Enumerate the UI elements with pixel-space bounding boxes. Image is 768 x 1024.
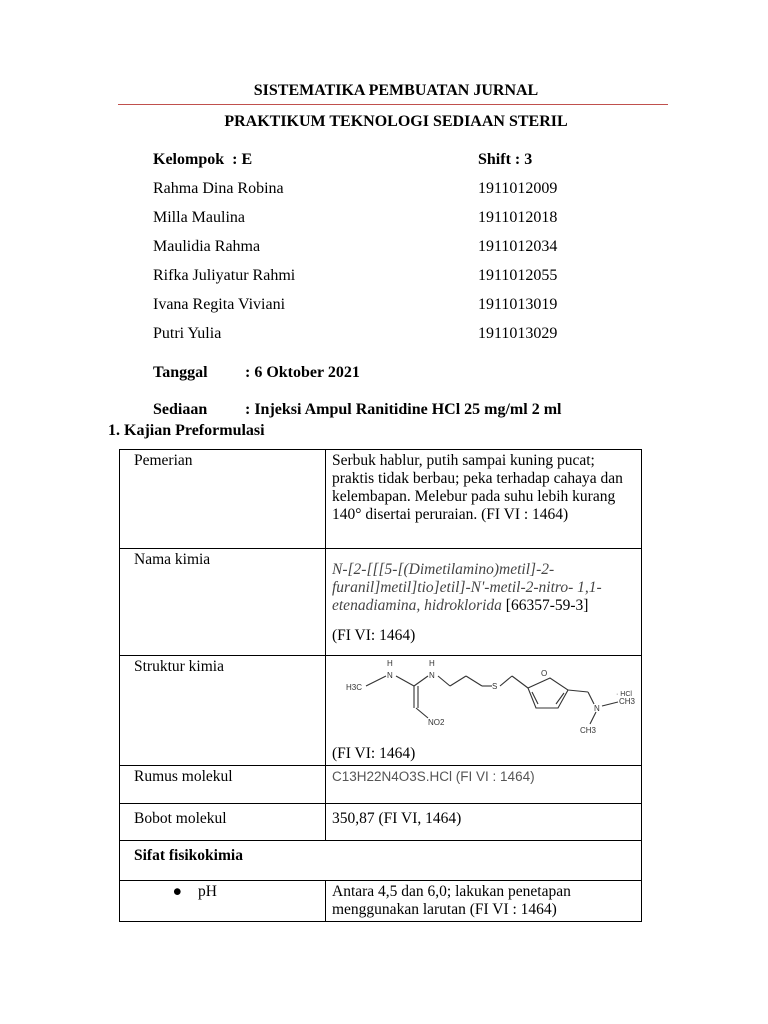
table-row <box>120 881 642 922</box>
member-id: 1911012055 <box>478 267 558 284</box>
cas-number: [66357-59-3] <box>505 597 589 614</box>
bullet-icon: ● <box>172 883 182 900</box>
document-subtitle: PRAKTIKUM TEKNOLOGI SEDIAAN STERIL <box>224 113 568 130</box>
member-id: 1911013019 <box>478 296 558 313</box>
bobot-molekul-label: Bobot molekul <box>120 804 326 841</box>
structure-label: N <box>594 704 600 713</box>
ph-label: pH <box>198 883 217 900</box>
bobot-molekul-value: 350,87 (FI VI, 1464) <box>326 804 642 841</box>
member-name: Rifka Juliyatur Rahmi <box>153 267 296 284</box>
group-label: Kelompok <box>153 151 225 168</box>
structure-label: H <box>387 659 393 668</box>
sifat-fisikokimia-label: Sifat fisikokimia <box>120 841 642 881</box>
structure-label: N <box>387 671 393 680</box>
member-name: Rahma Dina Robina <box>153 180 284 197</box>
document-title: SISTEMATIKA PEMBUATAN JURNAL <box>253 82 539 99</box>
structure-label: H3C <box>346 683 363 692</box>
table-row <box>120 656 642 766</box>
nama-kimia-label: Nama kimia <box>120 549 326 656</box>
table-row <box>120 766 642 804</box>
member-name: Maulidia Rahma <box>153 238 261 255</box>
structure-label: S <box>492 682 498 691</box>
shift-label: Shift : 3 <box>478 151 533 168</box>
member-id: 1911012034 <box>478 238 558 255</box>
pemerian-value: Serbuk hablur, putih sampai kuning pucat; praktis tidak berbau; peka terhadap cahaya dan kelembapan. Melebur pada suhu lebih kurang 140° disertai peruraian. (FI VI : 1464) <box>326 450 642 549</box>
group-label-line <box>153 151 252 169</box>
member-name: Ivana Regita Viviani <box>153 296 286 313</box>
preparation-label: Sediaan <box>153 401 208 418</box>
ph-value: Antara 4,5 dan 6,0; lakukan penetapan menggunakan larutan (FI VI : 1464) <box>326 881 642 922</box>
table-row <box>120 804 642 841</box>
preparation-value: : Injeksi Ampul Ranitidine HCl 25 mg/ml 2 ml <box>245 401 562 418</box>
structure-label: · HCl <box>616 691 632 698</box>
nama-kimia-ref: (FI VI: 1464) <box>332 627 416 644</box>
title-underline <box>118 104 668 105</box>
ranitidine-structure-image <box>332 656 638 736</box>
member-name: Milla Maulina <box>153 209 245 226</box>
structure-label: NO2 <box>428 718 445 727</box>
nama-kimia-cell <box>326 549 642 656</box>
member-id: 1911013029 <box>478 325 558 342</box>
structure-label: H <box>429 659 435 668</box>
struktur-kimia-label: Struktur kimia <box>120 656 326 766</box>
table-row <box>120 841 642 881</box>
section-heading: 1. Kajian Preformulasi <box>108 422 265 439</box>
struktur-kimia-ref: (FI VI: 1464) <box>332 745 416 762</box>
table-row <box>120 450 642 549</box>
structure-label: N <box>429 671 435 680</box>
structure-label: CH3 <box>619 697 636 706</box>
member-name: Putri Yulia <box>153 325 222 342</box>
rumus-molekul-label: Rumus molekul <box>120 766 326 804</box>
date-label: Tanggal <box>153 364 208 381</box>
rumus-molekul-text: C13H22N4O3S.HCl (FI VI : 1464) <box>332 769 535 784</box>
member-id: 1911012009 <box>478 180 558 197</box>
ph-label-cell <box>120 881 326 922</box>
table-row <box>120 549 642 656</box>
group-value: : E <box>232 151 253 168</box>
nama-kimia-value: N-[2-[[[5-[(Dimetilamino)metil]-2-furanil]metil]tio]etil]-N'-metil-2-nitro- 1,1-etenadiamina, hidroklorida <box>332 561 602 614</box>
structure-label: O <box>541 669 548 678</box>
struktur-kimia-cell <box>326 656 642 766</box>
member-id: 1911012018 <box>478 209 558 226</box>
pemerian-label: Pemerian <box>120 450 326 549</box>
date-value: : 6 Oktober 2021 <box>245 364 360 381</box>
preformulation-table <box>119 449 642 922</box>
structure-label: CH3 <box>580 726 597 735</box>
rumus-molekul-value <box>326 766 642 804</box>
